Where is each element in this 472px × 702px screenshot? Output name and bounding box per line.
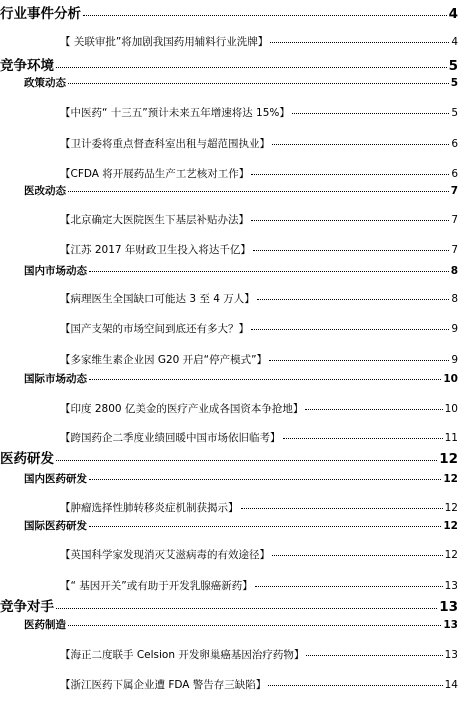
toc-entry-article[interactable]: [60, 34, 458, 49]
toc-entry-article[interactable]: [60, 166, 458, 181]
dot-leader: [251, 219, 449, 221]
toc-page-number: 12: [444, 502, 458, 514]
toc-page-number: 8: [450, 265, 458, 277]
toc-page-number: 12: [444, 549, 458, 561]
dot-leader: [68, 190, 449, 192]
dot-leader: [56, 66, 447, 68]
toc-title: 医改动态: [24, 185, 66, 197]
toc-title: 【北京确定大医院医生下基层补贴办法】: [60, 214, 249, 226]
dot-leader: [83, 14, 447, 16]
dot-leader: [251, 328, 449, 330]
toc-entry-article[interactable]: [60, 500, 458, 515]
toc-title: 【海正二度联手 Celsion 开发卵巢癌基因治疗药物】: [60, 649, 305, 661]
dot-leader: [89, 478, 441, 480]
dot-leader: [272, 554, 443, 556]
toc-page-number: 7: [451, 214, 458, 226]
dot-leader: [306, 654, 442, 656]
dot-leader: [257, 298, 450, 300]
dot-leader: [292, 112, 449, 114]
toc-entry-subsection[interactable]: [24, 617, 458, 632]
toc-entry-article[interactable]: [60, 212, 458, 227]
toc-page-number: 9: [451, 323, 458, 335]
toc-entry-section[interactable]: [0, 2, 458, 22]
toc-title: 【印度 2800 亿美金的医疗产业成各国资本争抢地】: [60, 403, 304, 415]
toc-title: 国内医药研发: [24, 473, 87, 485]
toc-page-number: 13: [443, 619, 458, 631]
dot-leader: [305, 408, 442, 410]
toc-page-number: 12: [439, 451, 458, 467]
toc-title: 【江苏 2017 年财政卫生投入将达千亿】: [60, 244, 251, 256]
toc-entry-article[interactable]: [60, 547, 458, 562]
toc-page-number: 14: [444, 679, 458, 691]
toc-title: 【“ 基因开关”或有助于开发乳腺癌新药】: [60, 580, 253, 592]
dot-leader: [253, 249, 449, 251]
dot-leader: [56, 607, 437, 609]
toc-title: 【浙江医药下属企业遭 FDA 警告存三缺陷】: [60, 679, 267, 691]
toc-page-number: 13: [439, 599, 458, 615]
toc-entry-article[interactable]: [60, 105, 458, 120]
toc-entry-article[interactable]: [60, 136, 458, 151]
toc-title: 【病理医生全国缺口可能达 3 至 4 万人】: [60, 293, 255, 305]
toc-entry-section[interactable]: [0, 447, 458, 467]
dot-leader: [56, 459, 437, 461]
toc-entry-section[interactable]: [0, 54, 458, 74]
toc-entry-subsection[interactable]: [24, 75, 458, 90]
dot-leader: [269, 359, 449, 361]
toc-entry-subsection[interactable]: [24, 518, 458, 533]
toc-entry-article[interactable]: [60, 242, 458, 257]
toc-page-number: 11: [444, 432, 458, 444]
toc-page-number: 9: [451, 354, 458, 366]
toc-entry-section[interactable]: [0, 595, 458, 615]
toc-title: 竞争对手: [0, 599, 54, 615]
toc-title: 【CFDA 将开展药品生产工艺核对工作】: [60, 168, 250, 180]
toc-page-number: 4: [448, 6, 458, 22]
toc-title: 【中医药“ 十三五”预计未来五年增速将达 15%】: [60, 107, 290, 119]
toc-page-number: 7: [450, 185, 458, 197]
dot-leader: [251, 173, 449, 175]
toc-title: 【卫计委将重点督查科室出租与超范围执业】: [60, 138, 270, 150]
dot-leader: [270, 41, 449, 43]
toc-entry-article[interactable]: [60, 647, 458, 662]
dot-leader: [89, 378, 441, 380]
toc-page-number: 5: [451, 107, 458, 119]
toc-page-number: 5: [450, 77, 458, 89]
toc-entry-article[interactable]: [60, 291, 458, 306]
toc-page-number: 6: [451, 138, 458, 150]
toc-title: 【多家维生素企业因 G20 开启“停产模式”】: [60, 354, 268, 366]
toc-title: 【肿瘤选择性肺转移炎症机制获揭示】: [60, 502, 239, 514]
toc-page-number: 7: [451, 244, 458, 256]
dot-leader: [89, 525, 441, 527]
dot-leader: [255, 585, 443, 587]
toc-entry-article[interactable]: [60, 578, 458, 593]
dot-leader: [283, 437, 443, 439]
toc-title: 医药制造: [24, 619, 66, 631]
toc-entry-subsection[interactable]: [24, 471, 458, 486]
toc-title: 【跨国药企二季度业绩回暖中国市场依旧临考】: [60, 432, 281, 444]
toc-entry-article[interactable]: [60, 430, 458, 445]
dot-leader: [89, 270, 449, 272]
toc-page-number: 6: [451, 168, 458, 180]
toc-title: 国际医药研发: [24, 520, 87, 532]
toc-title: 竞争环境: [0, 58, 54, 74]
toc-page-number: 4: [451, 36, 458, 48]
toc-page-number: 12: [443, 473, 458, 485]
toc-entry-article[interactable]: [60, 401, 458, 416]
toc-entry-subsection[interactable]: [24, 263, 458, 278]
toc-title: 【 关联审批”将加剧我国药用辅料行业洗牌】: [60, 36, 269, 48]
toc-title: 行业事件分析: [0, 6, 81, 22]
toc-title: 国内市场动态: [24, 265, 87, 277]
toc-page-number: 10: [444, 403, 458, 415]
toc-title: 【英国科学家发现消灭艾滋病毒的有效途径】: [60, 549, 270, 561]
toc-entry-subsection[interactable]: [24, 371, 458, 386]
toc-title: 政策动态: [24, 77, 66, 89]
toc-title: 医药研发: [0, 451, 54, 467]
dot-leader: [268, 684, 442, 686]
dot-leader: [68, 624, 441, 626]
dot-leader: [272, 143, 449, 145]
toc-title: 【国产支架的市场空间到底还有多大？】: [60, 323, 249, 335]
toc-page-number: 10: [443, 373, 458, 385]
dot-leader: [241, 507, 443, 509]
toc-page-number: 13: [444, 580, 458, 592]
toc-entry-article[interactable]: [60, 321, 458, 336]
toc-entry-subsection[interactable]: [24, 183, 458, 198]
toc-page-number: 13: [444, 649, 458, 661]
dot-leader: [68, 82, 449, 84]
toc-entry-article[interactable]: [60, 352, 458, 367]
toc-page-number: 8: [451, 293, 458, 305]
toc-page-number: 12: [443, 520, 458, 532]
toc-title: 国际市场动态: [24, 373, 87, 385]
toc-entry-article[interactable]: [60, 677, 458, 692]
toc-page-number: 5: [448, 58, 458, 74]
